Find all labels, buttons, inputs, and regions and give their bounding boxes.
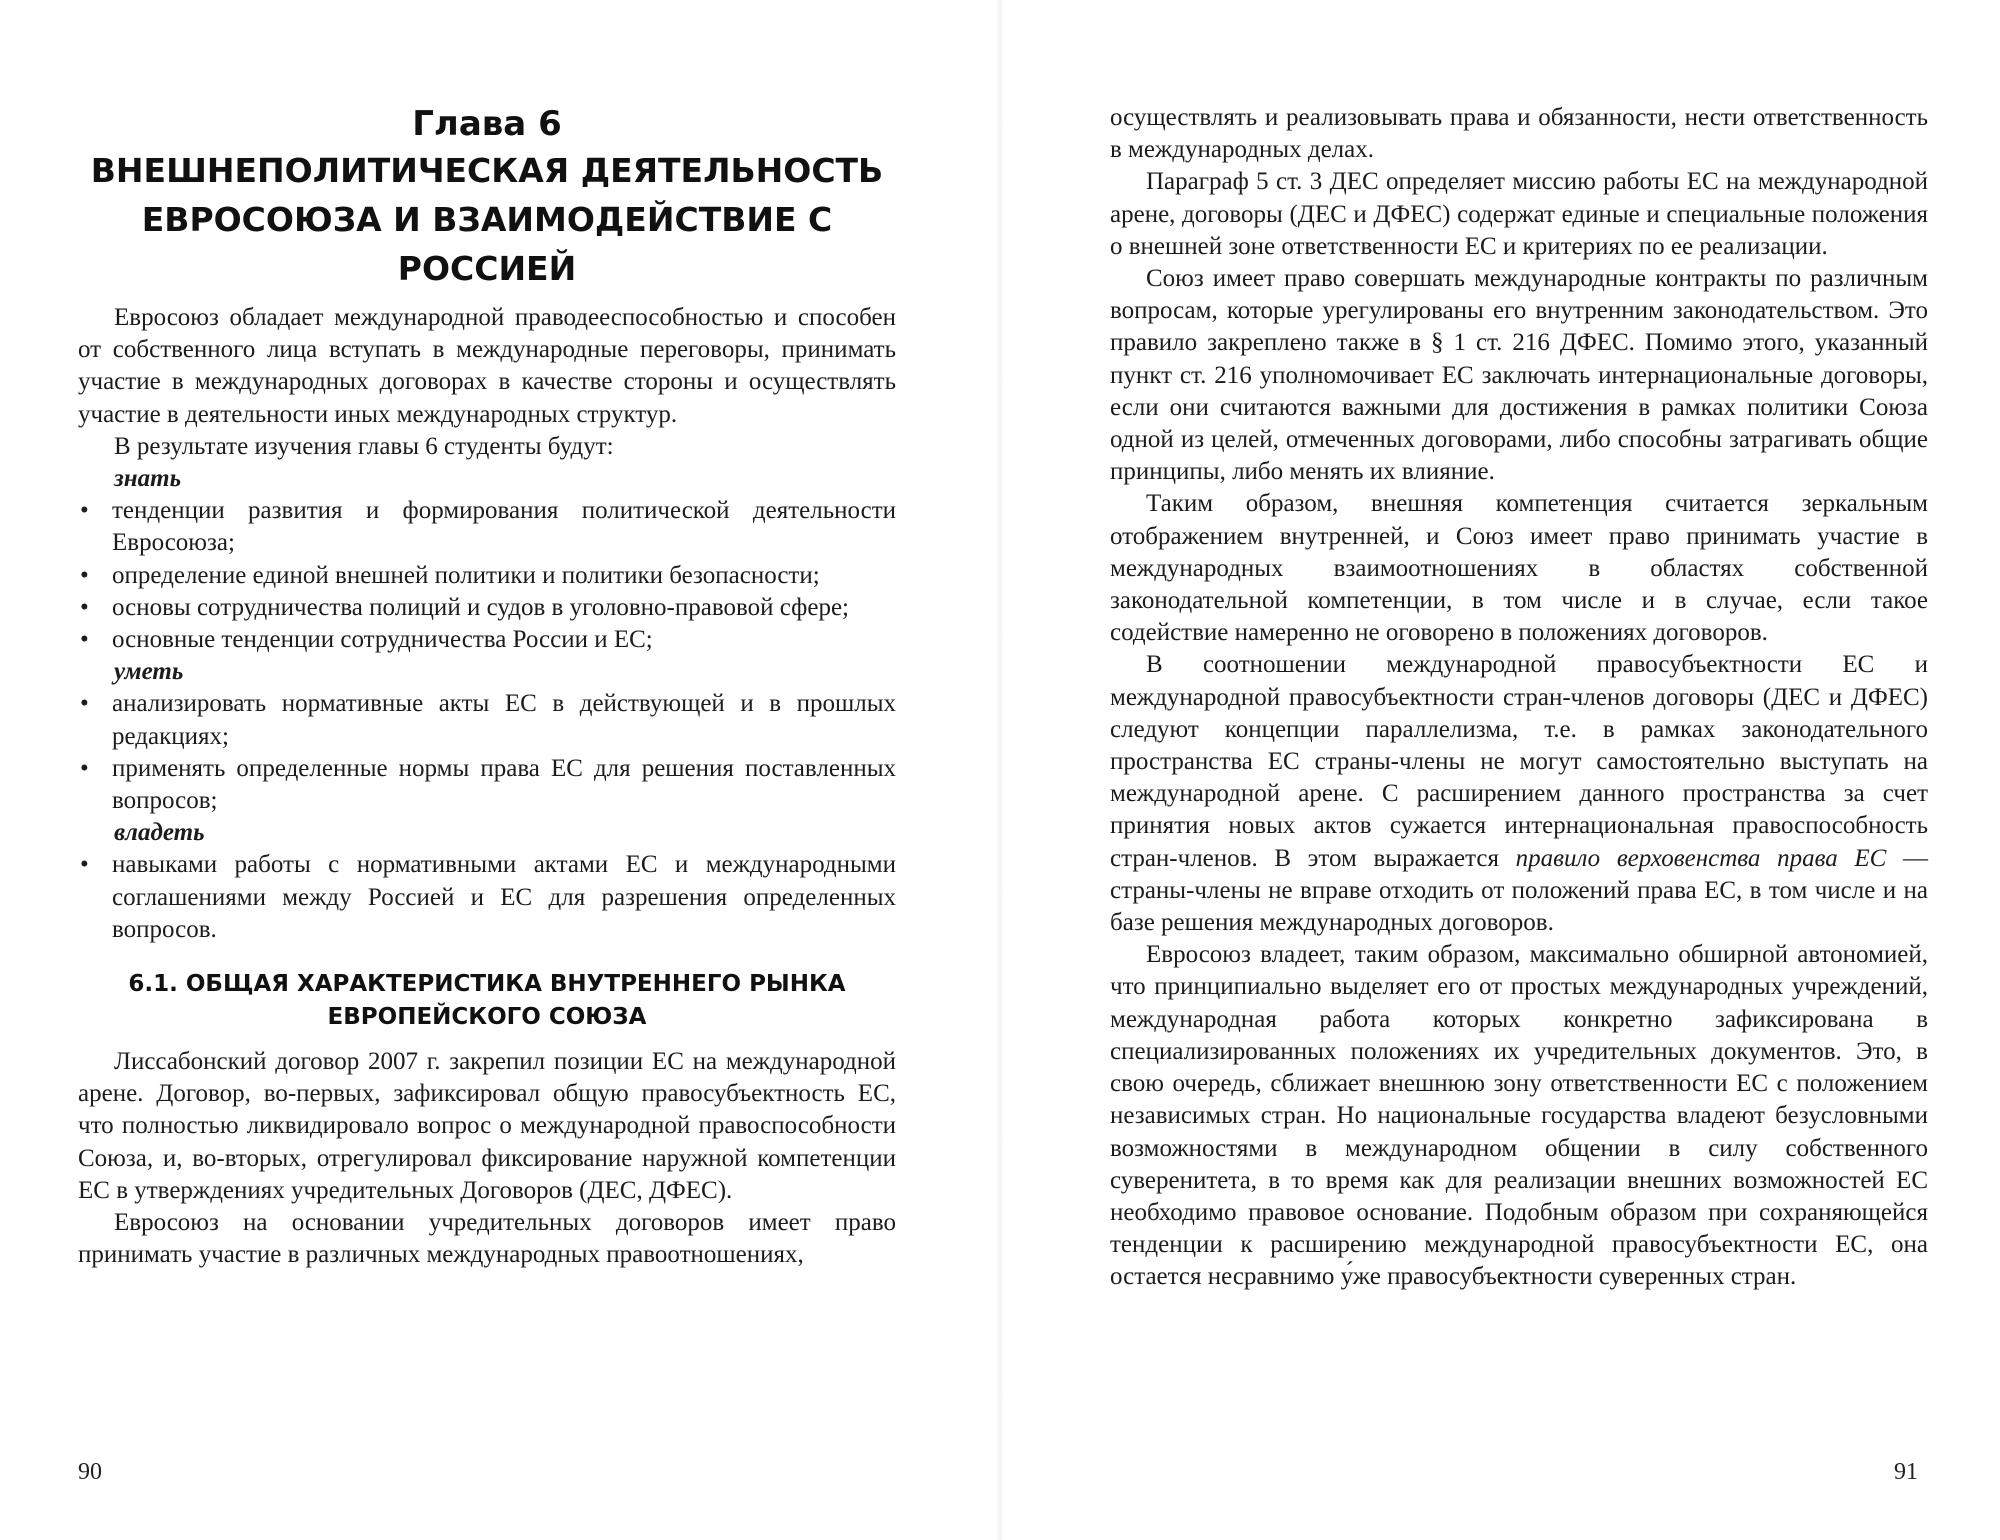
bullet-icon: • (80, 593, 89, 621)
paragraph-external-competence: Таким образом, внешняя компетенция считается зеркальным отображением внутренней, и Союз имеет право принимать участие в международных взаимоотношениях в областях собственной законодательной компетенции, в том числе и в случае, если такое содействие намеренно не оговорено в положениях договоров. (1110, 490, 1928, 647)
list-item (78, 592, 896, 624)
paragraph-parallelism-term: правило верховенства права ЕС (1515, 844, 1887, 872)
bullet-icon: • (80, 626, 89, 654)
list-item (78, 560, 896, 592)
list-item-text: основные тенденции сотрудничества России и ЕС; (112, 626, 653, 654)
left-page-body (78, 302, 896, 1271)
bullet-icon: • (80, 851, 89, 879)
continued-paragraph: осуществлять и реализовывать права и обязанности, нести ответственность в международных делах. (1110, 104, 1928, 164)
paragraph-autonomy: Евросоюз владеет, таким образом, максимально обширной автономией, что принципиально выделяет его от простых международных учреждений, международная работа которых конкретно зафиксирована в специализированных положениях их учредительных документов. Это, в свою очередь, сближает внешнюю зону ответственности ЕС с положением независимых стран. Но национальные государства владеют безусловными возможностями в международном общении в силу собственного суверенитета, в то время как для реализации внешних возможностей ЕС необходимо правовое основание. Подобным образом при сохраняющейся тенденции к расширению международной правосубъектности ЕС, она остается несравнимо у́же правосубъектности суверенных стран. (1110, 941, 1928, 1291)
objectives-know-list (78, 495, 896, 656)
paragraph-parallelism (1110, 649, 1928, 939)
section-paragraph-2: Евросоюз на основании учредительных договоров имеет право принимать участие в различных международных правоотношениях, (78, 1209, 896, 1269)
list-item-text: определение единой внешней политики и политики безопасности; (112, 561, 820, 589)
objectives-can-label: уметь (114, 658, 184, 686)
section-paragraph-1: Лиссабонский договор 2007 г. закрепил позиции ЕС на международной арене. Договор, во-первых, зафиксировал общую правосубъектность ЕС, что полностью ликвидировало вопрос о международной правоспособности Союза, и, во-вторых, отрегулировал фиксирование наружной компетенции ЕС в утверждениях учредительных Договоров (ДЕС, ДФЕС). (78, 1048, 896, 1204)
list-item-text: применять определенные нормы права ЕС для решения поставленных вопросов; (112, 754, 896, 815)
section-heading-line-2: ЕВРОПЕЙСКОГО СОЮЗА (327, 1004, 647, 1031)
chapter-heading (78, 102, 896, 293)
page-number-left: 90 (78, 1459, 102, 1485)
objectives-know-label: знать (114, 465, 182, 493)
paragraph-contracts: Союз имеет право совершать международные контракты по различным вопросам, которые урегулированы его внутренним законодательством. Это правило закреплено также в § 1 ст. 216 ДФЕС. Помимо этого, указанный пункт ст. 216 уполномочивает ЕС заключать интернациональные договоры, если они считаются важными для достижения в рамках политики Союза одной из целей, отмеченных договорами, либо способны затрагивать общие принципы, либо менять их влияние. (1110, 265, 1928, 486)
list-item (78, 495, 896, 559)
chapter-title-line-2: ЕВРОСОЮЗА И ВЗАИМОДЕЙСТВИЕ С РОССИЕЙ (141, 200, 833, 288)
right-page-body (1110, 102, 1928, 1294)
bullet-icon: • (80, 497, 89, 525)
book-gutter (996, 0, 1004, 1540)
list-item (78, 753, 896, 817)
chapter-intro-paragraph: Евросоюз обладает международной праводееспособностью и способен от собственного лица вступать в международные переговоры, принимать участие в международных договорах в качестве стороны и осуществлять участие в деятельности иных международных структур. (78, 304, 896, 428)
paragraph-parallelism-end: — страны-члены не вправе отходить от положений права ЕС, в том числе и на базе решения международных договоров. (1110, 844, 1929, 937)
bullet-icon: • (80, 561, 89, 589)
bullet-icon: • (80, 754, 89, 782)
list-item-text: основы сотрудничества полиций и судов в уголовно-правовой сфере; (112, 593, 849, 621)
list-item (78, 849, 896, 946)
paragraph-parallelism-start: В соотношении международной правосубъектности ЕС и международной правосубъектности стран-членов договоры (ДЕС и ДФЕС) следуют концепции параллелизма, т.е. в рамках законодательного пространства ЕС страны-члены не могут самостоятельно выступать на международной арене. С расширением данного пространства за счет принятия новых актов сужается интернациональная правоспособность стран-членов. В этом выражается (1110, 651, 1928, 872)
objectives-lead: В результате изучения главы 6 студенты будут: (114, 432, 614, 460)
list-item (78, 624, 896, 656)
list-item-text: навыками работы с нормативными актами ЕС и международными соглашениями между Россией и ЕС для разрешения определенных вопросов. (112, 851, 896, 943)
list-item-text: тенденции развития и формирования политической деятельности Евросоюза; (112, 497, 896, 557)
objectives-own-label: владеть (114, 819, 205, 847)
section-heading (78, 968, 896, 1034)
bullet-icon: • (80, 690, 89, 718)
objectives-can-list (78, 688, 896, 817)
objectives-own-list (78, 849, 896, 946)
list-item-text: анализировать нормативные акты ЕС в действующей и в прошлых редакциях; (112, 690, 896, 750)
paragraph-mission: Параграф 5 ст. 3 ДЕС определяет миссию работы ЕС на международной арене, договоры (ДЕС и ДФЕС) содержат единые и специальные положения о внешней зоне ответственности ЕС и критериях по ее реализации. (1110, 168, 1928, 260)
section-heading-line-1: 6.1. ОБЩАЯ ХАРАКТЕРИСТИКА ВНУТРЕННЕГО РЫНКА (128, 971, 846, 998)
page-number-right: 91 (1894, 1459, 1918, 1485)
chapter-number: Глава 6 (412, 104, 562, 144)
list-item (78, 688, 896, 752)
chapter-title-line-1: ВНЕШНЕПОЛИТИЧЕСКАЯ ДЕЯТЕЛЬНОСТЬ (90, 151, 884, 190)
